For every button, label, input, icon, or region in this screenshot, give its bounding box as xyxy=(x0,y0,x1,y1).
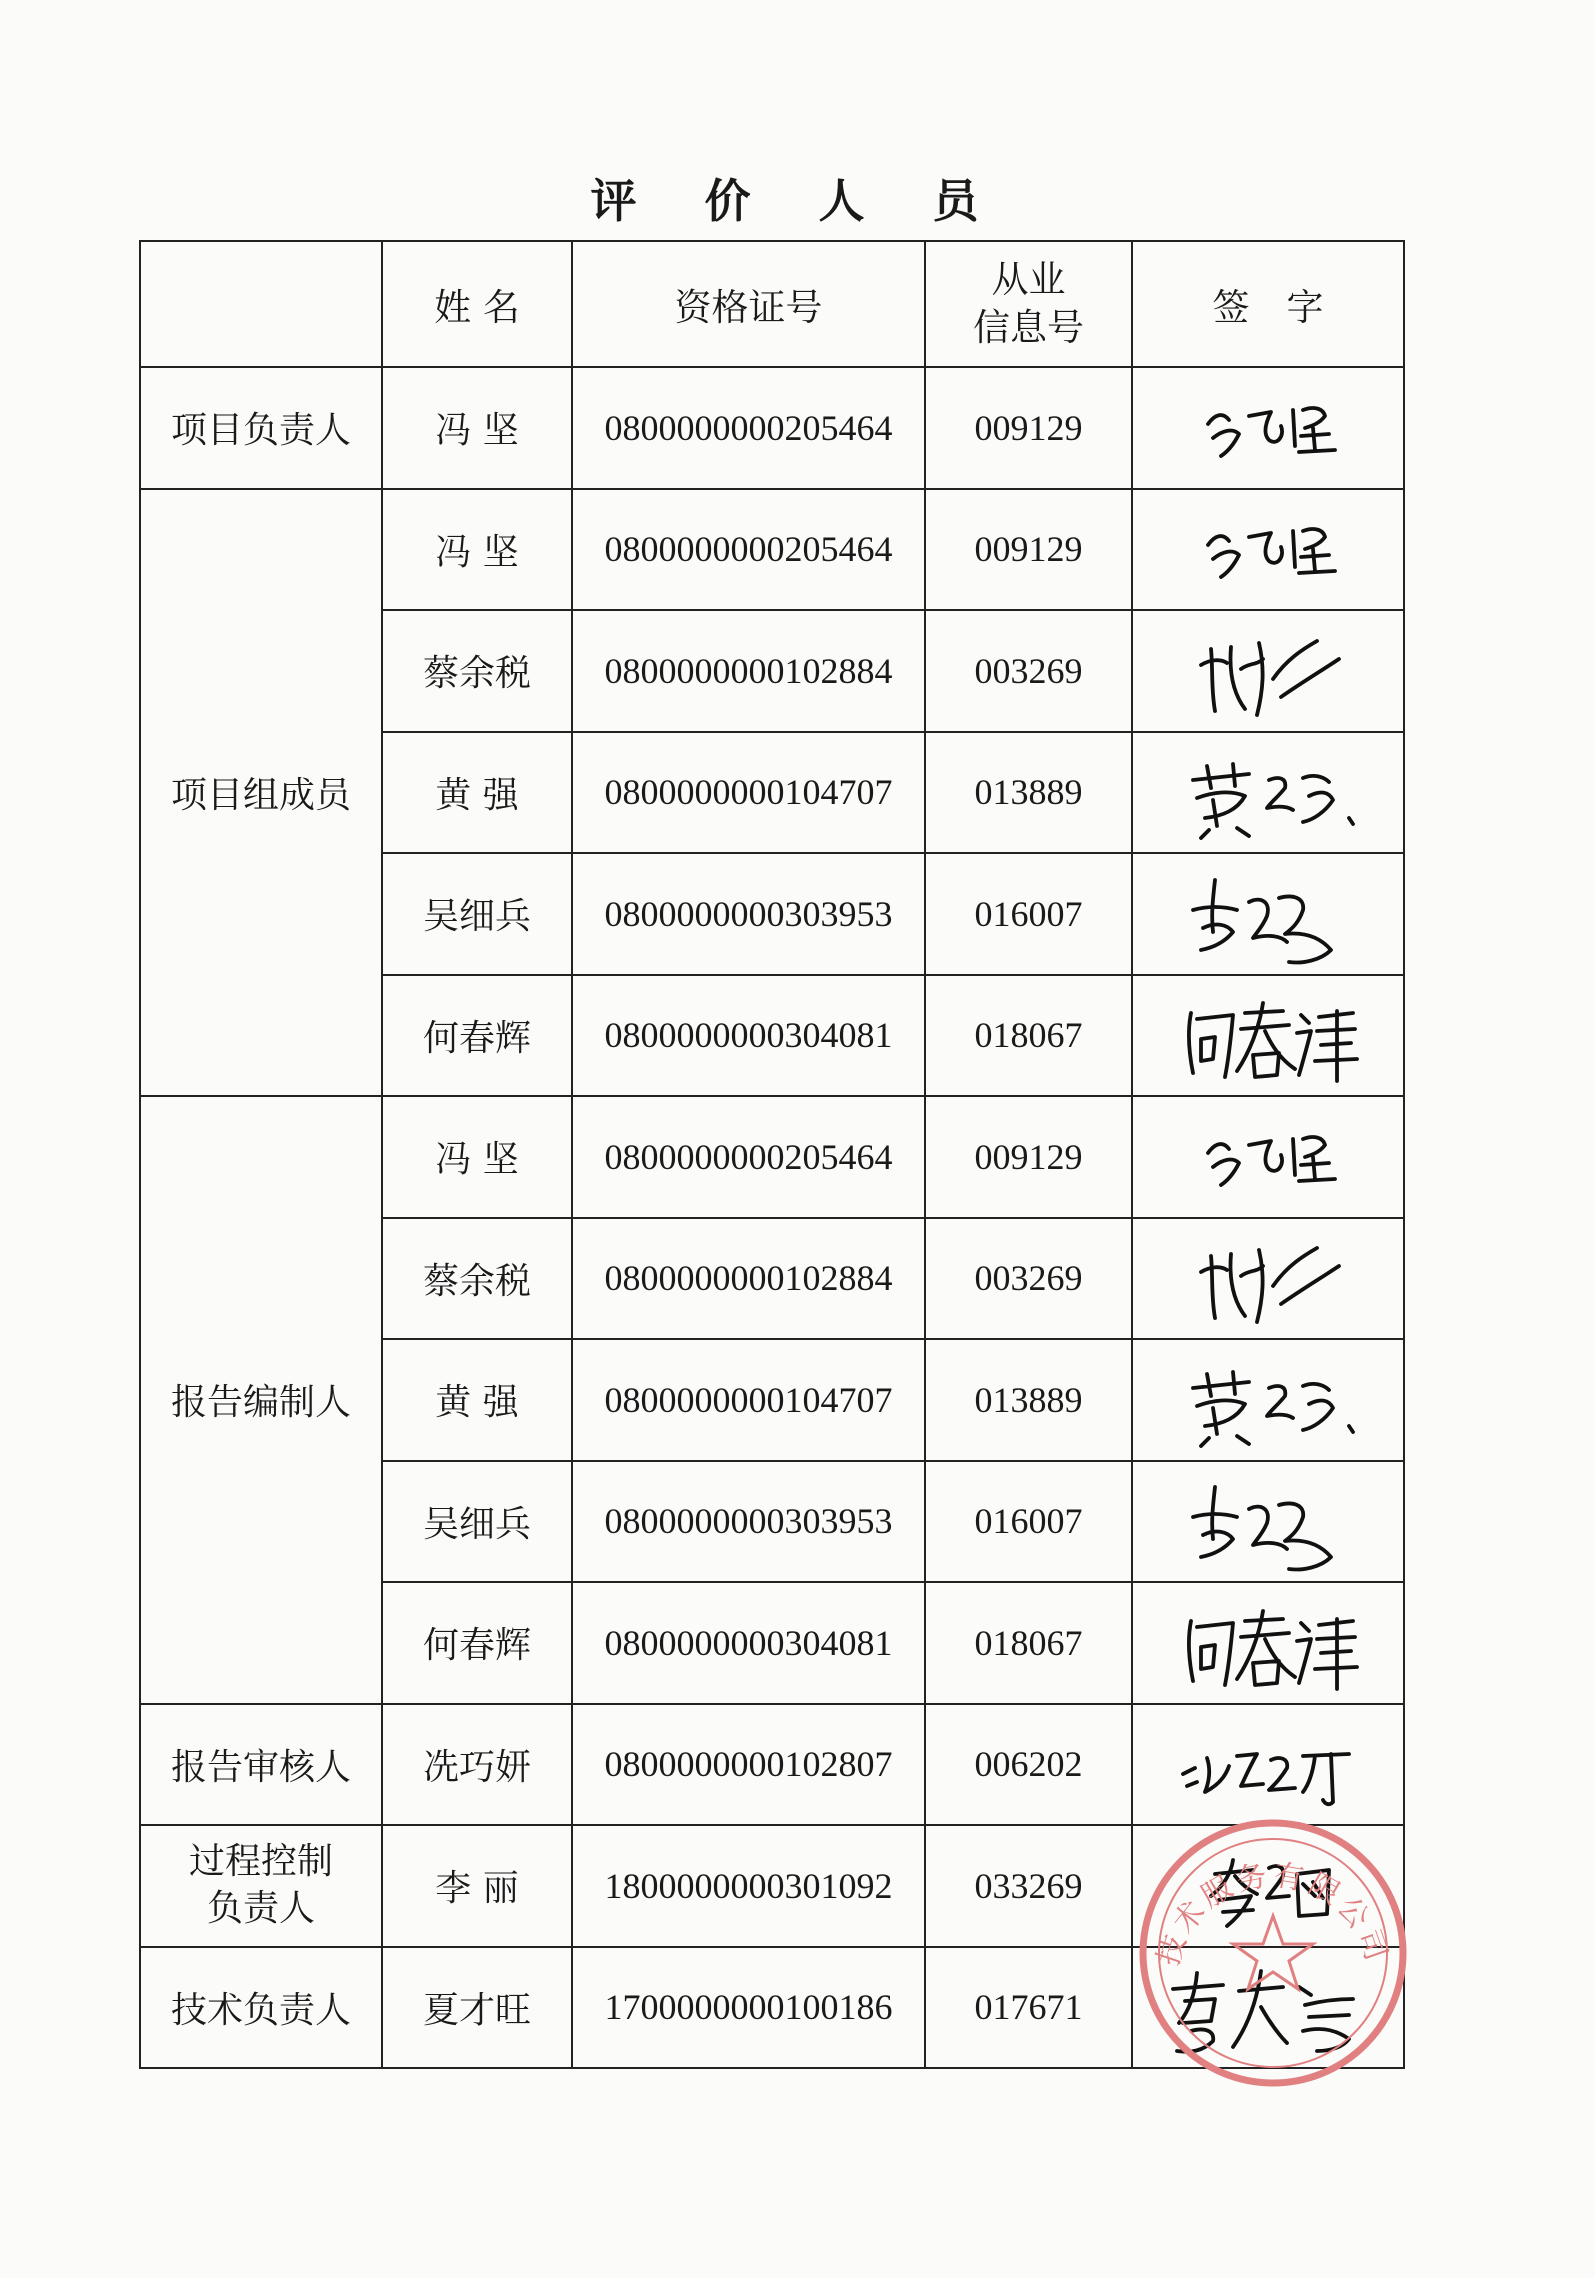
table-row xyxy=(140,1096,1404,1218)
role-process-control-line1: 过程控制 xyxy=(188,1840,333,1882)
info-cell: 006202 xyxy=(925,1704,1132,1826)
signature-image xyxy=(1153,862,1383,966)
signature-cell xyxy=(1132,1461,1404,1583)
header-info-line1: 从业 xyxy=(991,257,1066,301)
seal-text: 技术服务有限公司 xyxy=(1150,1857,1395,1971)
name-cell: 何春辉 xyxy=(382,975,572,1097)
role-report-writers: 报告编制人 xyxy=(140,1096,382,1704)
role-process-control-line2: 负责人 xyxy=(206,1887,315,1929)
header-role xyxy=(140,241,382,367)
signature-cell xyxy=(1132,1218,1404,1340)
header-sign: 签 字 xyxy=(1132,241,1404,367)
signature-cell xyxy=(1132,853,1404,975)
cert-cell: 0800000000102884 xyxy=(572,610,925,732)
name-cell: 冯 坚 xyxy=(382,367,572,489)
signature-image xyxy=(1153,1712,1383,1816)
name-cell: 黄 强 xyxy=(382,1339,572,1461)
table-header-row xyxy=(140,241,1404,367)
signature-image xyxy=(1153,1469,1383,1573)
name-cell: 夏才旺 xyxy=(382,1947,572,2069)
signature-cell xyxy=(1132,1339,1404,1461)
info-cell: 013889 xyxy=(925,732,1132,854)
signature-cell xyxy=(1132,1704,1404,1826)
signature-image xyxy=(1153,1348,1383,1452)
signature-cell xyxy=(1132,367,1404,489)
name-cell: 冯 坚 xyxy=(382,489,572,611)
name-cell: 何春辉 xyxy=(382,1582,572,1704)
signature-cell xyxy=(1132,1096,1404,1218)
role-project-members: 项目组成员 xyxy=(140,489,382,1097)
signature-image xyxy=(1153,1226,1383,1330)
info-cell: 009129 xyxy=(925,1096,1132,1218)
info-cell: 017671 xyxy=(925,1947,1132,2069)
info-cell: 003269 xyxy=(925,1218,1132,1340)
cert-cell: 1700000000100186 xyxy=(572,1947,925,2069)
name-cell: 吴细兵 xyxy=(382,1461,572,1583)
table-row xyxy=(140,367,1404,489)
signature-image xyxy=(1153,1105,1383,1209)
header-cert: 资格证号 xyxy=(572,241,925,367)
evaluator-table xyxy=(139,240,1405,2069)
signature-cell xyxy=(1132,975,1404,1097)
signature-cell xyxy=(1132,732,1404,854)
cert-cell: 0800000000104707 xyxy=(572,1339,925,1461)
signature-image xyxy=(1153,740,1383,844)
info-cell: 009129 xyxy=(925,489,1132,611)
role-report-reviewer: 报告审核人 xyxy=(140,1704,382,1826)
role-process-control xyxy=(140,1825,382,1947)
signature-image xyxy=(1153,1834,1383,1938)
info-cell: 033269 xyxy=(925,1825,1132,1947)
name-cell: 蔡余税 xyxy=(382,1218,572,1340)
signature-cell xyxy=(1132,1947,1404,2069)
table-row xyxy=(140,1947,1404,2069)
name-cell: 黄 强 xyxy=(382,732,572,854)
name-cell: 蔡余税 xyxy=(382,610,572,732)
signature-image xyxy=(1153,983,1383,1087)
role-technical-lead: 技术负责人 xyxy=(140,1947,382,2069)
cert-cell: 0800000000303953 xyxy=(572,1461,925,1583)
info-cell: 009129 xyxy=(925,367,1132,489)
cert-cell: 0800000000304081 xyxy=(572,1582,925,1704)
signature-image xyxy=(1153,376,1383,480)
header-name: 姓 名 xyxy=(382,241,572,367)
header-info xyxy=(925,241,1132,367)
table-row xyxy=(140,489,1404,611)
page-title: 评 价 人 员 xyxy=(590,174,1005,228)
name-cell: 吴细兵 xyxy=(382,853,572,975)
info-cell: 016007 xyxy=(925,1461,1132,1583)
cert-cell: 0800000000102884 xyxy=(572,1218,925,1340)
table-row xyxy=(140,1825,1404,1947)
cert-cell: 0800000000205464 xyxy=(572,1096,925,1218)
signature-cell xyxy=(1132,1825,1404,1947)
name-cell: 冯 坚 xyxy=(382,1096,572,1218)
signature-cell xyxy=(1132,610,1404,732)
header-info-line2: 信息号 xyxy=(973,306,1084,349)
signature-image xyxy=(1153,1955,1383,2059)
cert-cell: 0800000000303953 xyxy=(572,853,925,975)
name-cell: 李 丽 xyxy=(382,1825,572,1947)
cert-cell: 0800000000304081 xyxy=(572,975,925,1097)
name-cell: 冼巧妍 xyxy=(382,1704,572,1826)
info-cell: 018067 xyxy=(925,975,1132,1097)
cert-cell: 1800000000301092 xyxy=(572,1825,925,1947)
signature-image xyxy=(1153,1591,1383,1695)
signature-cell xyxy=(1132,489,1404,611)
signature-cell xyxy=(1132,1582,1404,1704)
cert-cell: 0800000000104707 xyxy=(572,732,925,854)
cert-cell: 0800000000205464 xyxy=(572,367,925,489)
info-cell: 003269 xyxy=(925,610,1132,732)
role-project-lead: 项目负责人 xyxy=(140,367,382,489)
cert-cell: 0800000000205464 xyxy=(572,489,925,611)
table-row xyxy=(140,1704,1404,1826)
signature-image xyxy=(1153,497,1383,601)
cert-cell: 0800000000102807 xyxy=(572,1704,925,1826)
info-cell: 013889 xyxy=(925,1339,1132,1461)
info-cell: 018067 xyxy=(925,1582,1132,1704)
info-cell: 016007 xyxy=(925,853,1132,975)
signature-image xyxy=(1153,619,1383,723)
